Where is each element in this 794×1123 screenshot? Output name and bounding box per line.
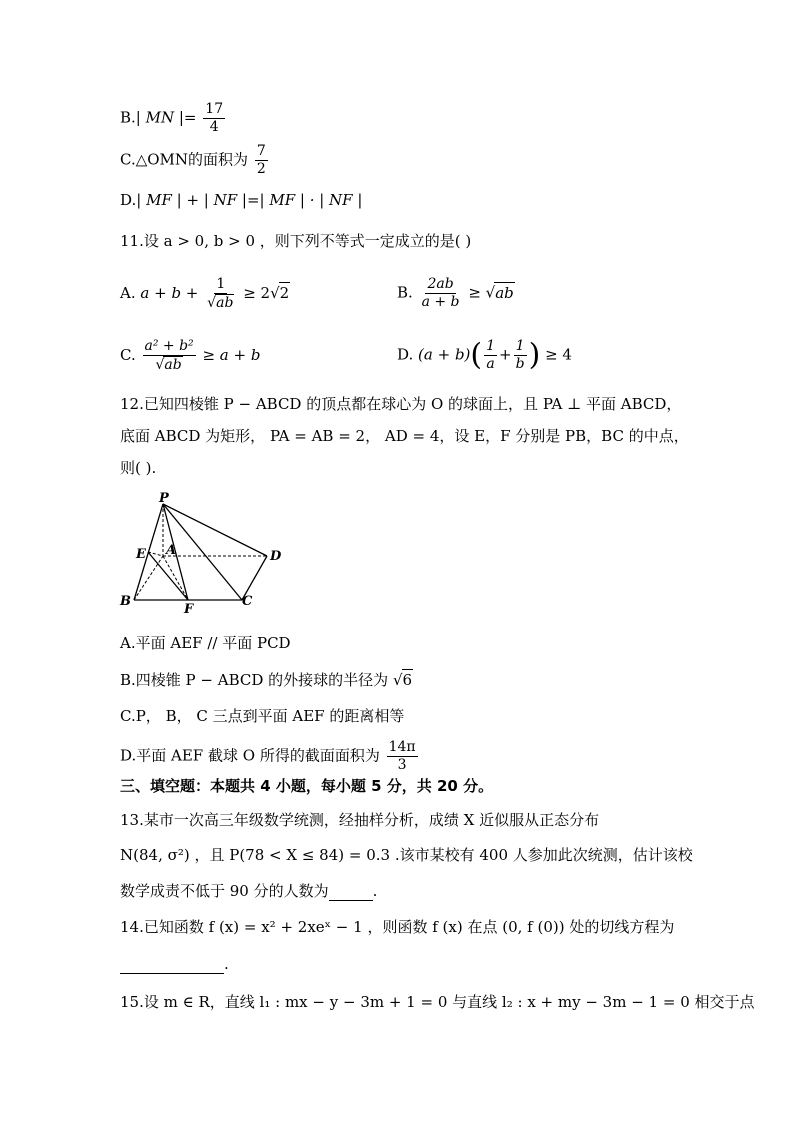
option-text: △OMN的面积为 [135, 150, 249, 169]
q11-stem: 11.设 a > 0, b > 0 ，则下列不等式一定成立的是( ) [120, 232, 472, 250]
fraction: $\frac{1}{√ab}$ [207, 276, 234, 311]
q13-line3: 数学成责不低于 90 分的人数为 . [120, 882, 378, 900]
q11-option-b: B. $\frac{2ab}{a + b}$ ≥ √ab [397, 276, 514, 310]
fraction: $\frac{\text{a² + b²}}{√ab}$ [144, 338, 194, 373]
label-c: C [242, 594, 253, 609]
q14-line1: 14.已知函数 f (x) = x² + 2xeˣ − 1 ，则函数 f (x) 在点 (0, f (0)) 处的切线方程为 [120, 918, 675, 936]
option-label: B. [120, 108, 136, 127]
q12-line2: 底面 ABCD 为矩形， PA = AB = 2， AD = 4，设 E，F 分别是 PB，BC 的中点， [120, 427, 689, 445]
option-label: C. [120, 150, 136, 169]
q11-option-d: D. (a + b)( $\frac{1}{a}$ + $\frac{1}{b}$ ) ≥ 4 [397, 337, 572, 373]
section-heading: 三、填空题：本题共 4 小题，每小题 5 分，共 20 分。 [120, 777, 494, 795]
option-lhs: | MN |= [135, 108, 197, 127]
q13-line1: 13.某市一次高三年级数学统测，经抽样分析，成绩 X 近似服从正态分布 [120, 811, 600, 829]
q12-option-d: D.平面 AEF 截球 O 所得的截面面积为 $\frac{14\pi}{3}$ [120, 739, 416, 773]
fraction: $\frac{7}{2}$ [256, 143, 266, 177]
label-d: D [270, 549, 282, 564]
q14-line2: . [120, 954, 229, 974]
option-text: | MF | + | NF |=| MF | · | NF | [136, 191, 363, 209]
q12-line1: 12.已知四棱锥 P − ABCD 的顶点都在球心为 O 的球面上，且 PA ⊥ 平面 ABCD， [120, 395, 682, 413]
q12-option-a: A.平面 AEF // 平面 PCD [120, 634, 291, 652]
q15-line1: 15.设 m ∈ R，直线 l₁ : mx − y − 3m + 1 = 0 与直线 l₂ : x + my − 3m − 1 = 0 相交于点 [120, 993, 755, 1011]
label-b: B [120, 594, 131, 609]
label-f: F [184, 602, 194, 615]
answer-blank[interactable] [120, 973, 224, 974]
answer-blank[interactable] [329, 900, 373, 901]
q12-line3: 则( ). [120, 459, 157, 477]
q13-line2: N(84, σ²) ，且 P(78 < X ≤ 84) = 0.3 .该市某校有 400 人参加此次统测，估计该校 [120, 846, 693, 864]
q11-option-a: A. a + b + $\frac{1}{√ab}$ ≥ 2√2 [120, 276, 290, 311]
label-e: E [136, 547, 146, 562]
fraction: $\frac{17}{4}$ [205, 101, 224, 135]
q10-option-d [120, 190, 362, 210]
q10-option-b [120, 101, 227, 136]
option-label: D. [120, 191, 137, 209]
fraction: $\frac{14\pi}{3}$ [388, 739, 416, 773]
q10-option-c [120, 143, 270, 178]
pyramid-figure [115, 490, 290, 615]
q12-option-b: B.四棱锥 P − ABCD 的外接球的半径为 √6 [120, 671, 413, 689]
fraction: $\frac{2ab}{a + b}$ [421, 276, 460, 310]
label-p: P [159, 491, 169, 506]
label-a: A [166, 543, 177, 558]
q12-option-c: C.P， B， C 三点到平面 AEF 的距离相等 [120, 707, 405, 725]
q11-option-c: C. $\frac{\text{a² + b²}}{√ab}$ ≥ a + b [120, 338, 261, 373]
